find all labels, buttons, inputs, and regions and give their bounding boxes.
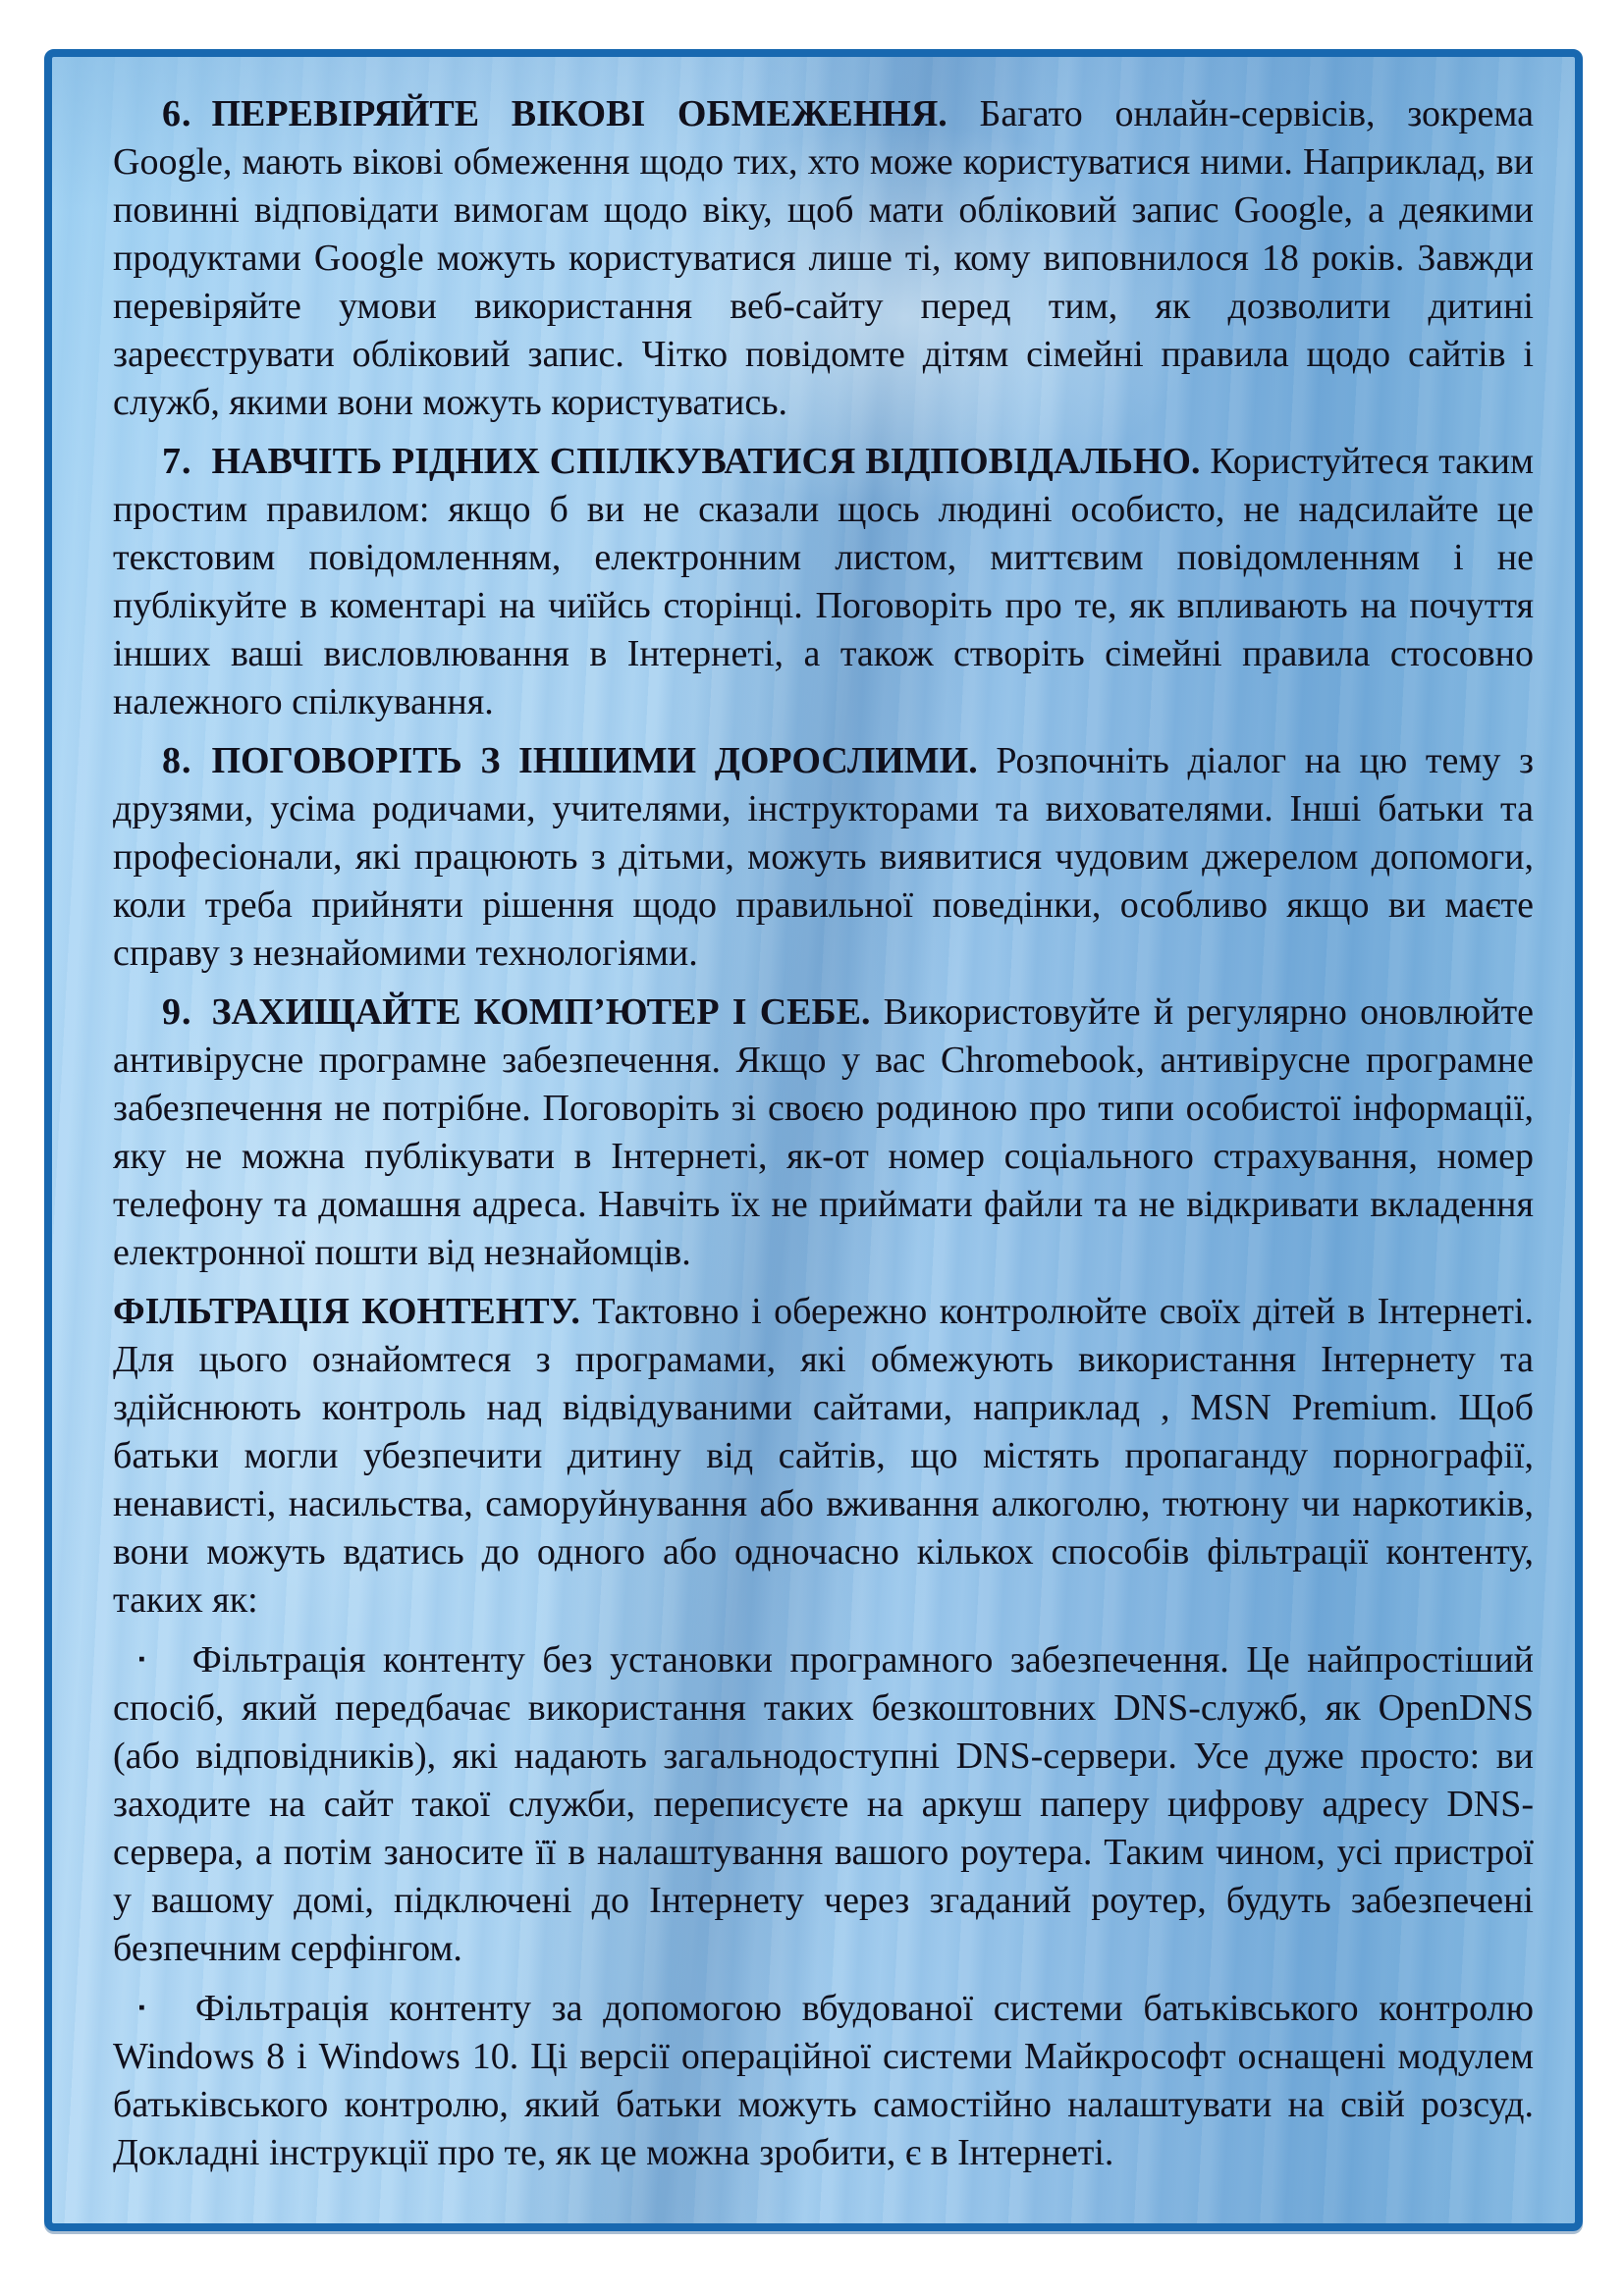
document-page (44, 49, 1583, 2231)
section-title: ФІЛЬТРАЦІЯ КОНТЕНТУ. (113, 1291, 580, 1332)
page-content (52, 57, 1575, 2223)
bullet-square-icon: ▪ (138, 1649, 153, 1670)
bullet-item-2-text: Фільтрація контенту за допомогою вбудованої системи батьківського контролю Windows 8 і Windows 10. Ці версії операційної системи Майкрософт оснащені модулем батьківського контролю, який батьки можуть самостійно налаштувати на свій розсуд. Докладні інструкції про те, як це можна зробити, є в Інтернеті. (113, 1988, 1534, 2173)
paragraph-9-title: ЗАХИЩАЙТЕ КОМП’ЮТЕР І СЕБЕ. (211, 991, 871, 1033)
bullet-item-2 (113, 1984, 1534, 2177)
paragraph-7-number: 7. (162, 441, 192, 482)
paragraph-6-body: Багато онлайн-сервісів, зокрема Google, мають вікові обмеження щодо тих, хто може користуватися ними. Наприклад, ви повинні відповідати вимогам щодо віку, щоб мати обліковий запис Google, а деякими продуктами Google можуть користуватися лише ті, кому виповнилося 18 років. Завжди перевіряйте умови використання веб-сайту перед тим, як дозволити дитині зареєструвати обліковий запис. Чітко повідомте дітям сімейні правила щодо сайтів і служб, якими вони можуть користуватись. (113, 93, 1534, 423)
bullet-square-icon: ▪ (138, 1998, 156, 2018)
paragraph-7-body: Користуйтеся таким простим правилом: якщо б ви не сказали щось людині особисто, не надсилайте це текстовим повідомленням, електронним листом, миттєвим повідомленням і не публікуйте в коментарі на чиїйсь сторінці. Поговоріть про те, як впливають на почуття інших ваші висловлювання в Інтернеті, а також створіть сімейні правила стосовно належного спілкування. (113, 441, 1534, 722)
paragraph-8-title: ПОГОВОРІТЬ З ІНШИМИ ДОРОСЛИМИ. (211, 740, 978, 781)
paragraph-8-number: 8. (162, 740, 192, 781)
paragraph-9 (113, 988, 1534, 1277)
paragraph-9-number: 9. (162, 991, 192, 1033)
section-content-filtering (113, 1288, 1534, 1625)
paragraph-6-number: 6. (162, 93, 192, 134)
paragraph-9-body: Використовуйте й регулярно оновлюйте антивірусне програмне забезпечення. Якщо у вас Chromebook, антивірусне програмне забезпечення не потрібне. Поговоріть зі своєю родиною про типи особистої інформації, яку не можна публікувати в Інтернеті, як-от номер соціального страхування, номер телефону та домашня адреса. Навчіть їх не приймати файли та не відкривати вкладення електронної пошти від незнайомців. (113, 991, 1535, 1273)
section-body: Тактовно і обережно контролюйте своїх дітей в Інтернеті. Для цього ознайомтеся з програмами, які обмежують використання Інтернету та здійснюють контроль над відвідуваними сайтами, наприклад , MSN Premium. Щоб батьки могли убезпечити дитину від сайтів, що містять пропаганду порнографії, ненависті, насильства, саморуйнування або вживання алкоголю, тютюну чи наркотиків, вони можуть вдатись до одного або одночасно кількох способів фільтрації контенту, таких як: (113, 1291, 1535, 1621)
paragraph-7-title: НАВЧІТЬ РІДНИХ СПІЛКУВАТИСЯ ВІДПОВІДАЛЬНО. (211, 441, 1201, 482)
paragraph-8-body: Розпочніть діалог на цю тему з друзями, усіма родичами, учителями, інструкторами та вихователями. Інші батьки та професіонали, які працюють з дітьми, можуть виявитися чудовим джерелом допомоги, коли треба прийняти рішення щодо правильної поведінки, особливо якщо ви маєте справу з незнайомими технологіями. (113, 740, 1535, 974)
bullet-item-1 (113, 1635, 1534, 1973)
paragraph-6-title: ПЕРЕВІРЯЙТЕ ВІКОВІ ОБМЕЖЕННЯ. (211, 93, 947, 134)
paragraph-6 (113, 90, 1534, 427)
bullet-item-1-text: Фільтрація контенту без установки програмного забезпечення. Це найпростіший спосіб, який передбачає використання таких безкоштовних DNS-служб, як OpenDNS (або відповідників), які надають загальнодоступні DNS-сервери. Усе дуже просто: ви заходите на сайт такої служби, переписуєте на аркуш паперу цифрову адресу DNS-сервера, а потім заносите її в налаштування вашого роутера. Таким чином, усі пристрої у вашому домі, підключені до Інтернету через згаданий роутер, будуть забезпечені безпечним серфінгом. (113, 1639, 1534, 1969)
paragraph-7 (113, 438, 1534, 726)
paragraph-8 (113, 737, 1534, 978)
